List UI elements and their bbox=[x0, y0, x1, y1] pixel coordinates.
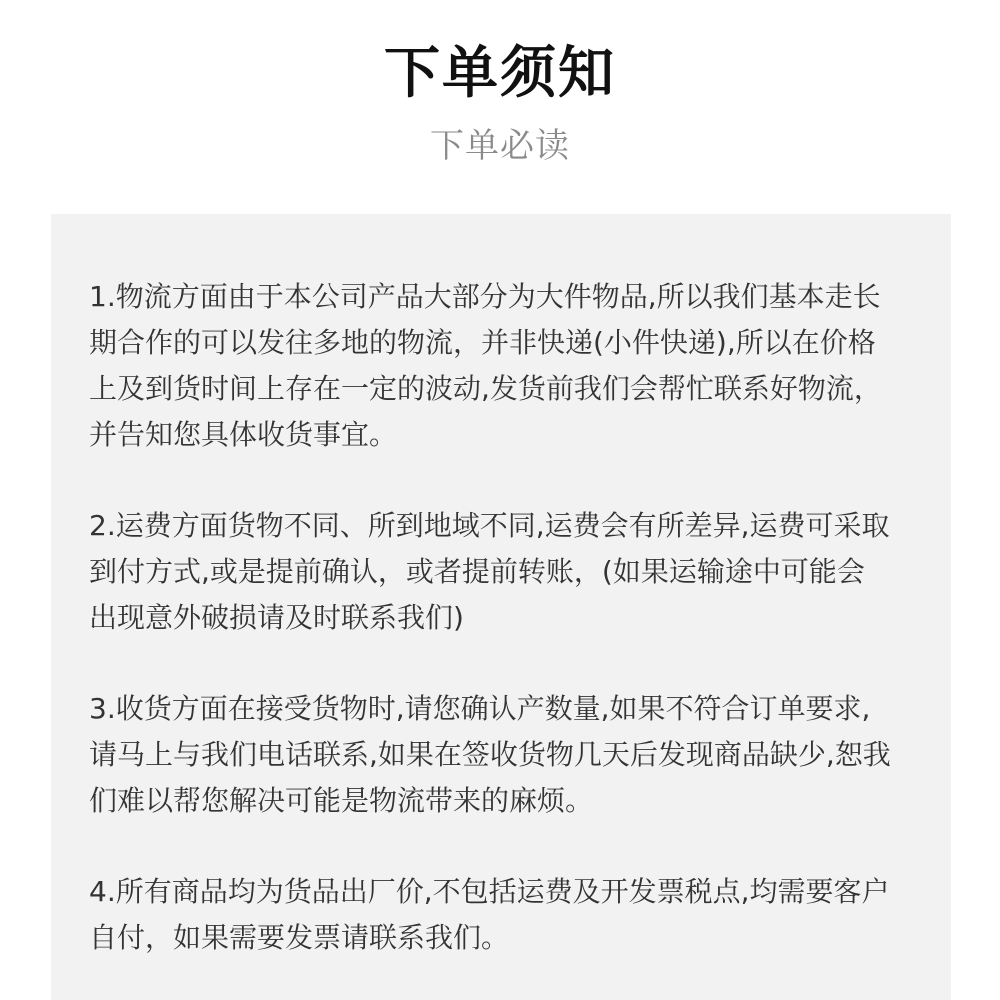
notice-item-pricing: 4.所有商品均为货品出厂价,不包括运费及开发票税点,均需要客户自付，如果需要发票请联系我们。 bbox=[89, 875, 890, 954]
notice-item-receiving: 3.收货方面在接受货物时,请您确认产数量,如果不符合订单要求,请马上与我们电话联系,如果在签收货物几天后发现商品缺少,恕我们难以帮您解决可能是物流带来的麻烦。 bbox=[89, 692, 891, 817]
notice-panel bbox=[51, 214, 951, 1000]
notice-item-shipping-fee: 2.运费方面货物不同、所到地域不同,运费会有所差异,运费可采取到付方式,或是提前确认，或者提前转账，(如果运输途中可能会出现意外破损请及时联系我们) bbox=[89, 509, 890, 634]
notice-item-logistics: 1.物流方面由于本公司产品大部分为大件物品,所以我们基本走长期合作的可以发往多地的物流，并非快递(小件快递),所以在价格上及到货时间上存在一定的波动,发货前我们会帮忙联系好物流，并告知您具体收货事宜。 bbox=[89, 280, 882, 451]
page-title: 下单须知 bbox=[384, 41, 616, 106]
page-subtitle: 下单必读 bbox=[430, 126, 570, 166]
